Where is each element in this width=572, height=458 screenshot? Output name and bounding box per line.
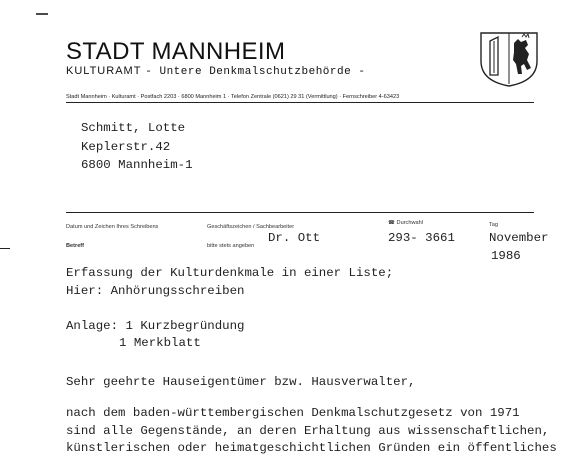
salutation: Sehr geehrte Hauseigentümer bzw. Hausverwalter, — [66, 375, 416, 389]
recipient-street: Keplerstr.42 — [81, 140, 171, 154]
label-subject: Betreff — [66, 243, 85, 249]
phone-icon: ☎ — [388, 220, 395, 226]
label-phone-text: Durchwahl — [396, 220, 423, 226]
coat-of-arms-icon — [478, 31, 540, 87]
subject-line-2: Hier: Anhörungsschreiben — [66, 284, 245, 298]
label-please-state: bitte stets angeben — [207, 243, 255, 249]
label-your-reference: Datum und Zeichen Ihres Schreibens — [66, 224, 159, 230]
reference-rule — [66, 212, 534, 213]
date-year: 1986 — [491, 249, 521, 263]
paragraph-line-3: künstlerischen oder heimatgeschichtlichen Gründen ein öffentliches — [66, 441, 557, 455]
department-name: KULTURAMT — [66, 65, 142, 77]
fold-mark — [0, 248, 10, 249]
punch-mark — [36, 13, 48, 15]
sender-address-line: Stadt Mannheim · Kulturamt · Postfach 2203 · 6800 Mannheim 1 · Telefon Zentrale (0621) 29 31 (Vermittlung) · Fernschreiber 4-63423 — [66, 94, 400, 100]
label-phone — [388, 220, 423, 226]
paragraph-line-2: sind alle Gegenstände, an deren Erhaltung aus wissenschaftlichen, — [66, 424, 550, 438]
letterhead-department — [66, 65, 365, 78]
date-month: November — [489, 231, 549, 245]
label-our-reference: Geschäftszeichen / Sachbearbeiter — [207, 224, 295, 230]
subject-line-1: Erfassung der Kulturdenkmale in einer Liste; — [66, 266, 394, 280]
header-rule — [66, 102, 534, 103]
recipient-city: 6800 Mannheim-1 — [81, 158, 193, 172]
label-date: Tag — [489, 222, 499, 228]
letterhead-city: STADT MANNHEIM — [66, 38, 286, 65]
attachment-line-1: Anlage: 1 Kurzbegründung — [66, 319, 245, 333]
clerk-name: Dr. Ott — [268, 231, 321, 245]
department-subtitle: - Untere Denkmalschutzbehörde - — [145, 66, 366, 78]
phone-extension: 293- 3661 — [388, 231, 455, 245]
paragraph-line-1: nach dem baden-württembergischen Denkmalschutzgesetz von 1971 — [66, 406, 520, 420]
recipient-name: Schmitt, Lotte — [81, 121, 186, 135]
attachment-line-2: 1 Merkblatt — [119, 336, 201, 350]
